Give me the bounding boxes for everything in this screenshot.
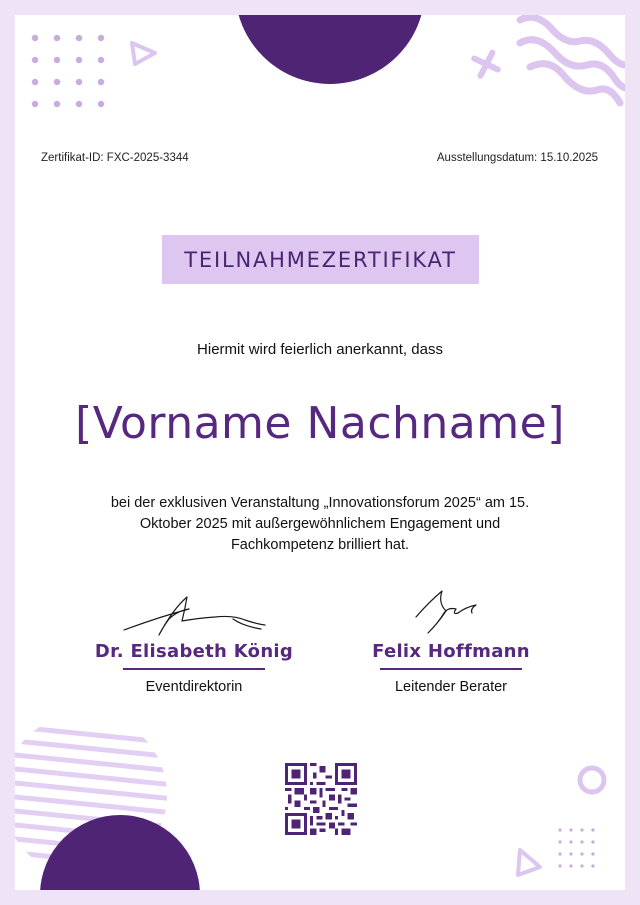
triangle-outline-bottom bbox=[518, 850, 540, 875]
dot-grid-top-left bbox=[32, 35, 104, 107]
certificate-title-box bbox=[162, 235, 479, 284]
issue-date: Ausstellungsdatum: 15.10.2025 bbox=[436, 152, 598, 164]
signatory-name-right: Felix Hoffmann bbox=[372, 641, 530, 662]
ring-shape bbox=[580, 768, 604, 792]
dot-grid-bottom-right bbox=[558, 828, 594, 867]
certificate-title: TEILNAHMEZERTIFIKAT bbox=[184, 247, 457, 272]
certificate-id: Zertifikat-ID: FXC-2025-3344 bbox=[41, 152, 189, 164]
recipient-name: [Vorname Nachname] bbox=[75, 398, 565, 449]
half-circle-top bbox=[235, 15, 425, 84]
bottom-decoration bbox=[15, 705, 625, 905]
signatory-name-left: Dr. Elisabeth König bbox=[94, 641, 294, 662]
plus-shape bbox=[474, 52, 498, 76]
top-decoration bbox=[15, 15, 625, 135]
body-text: bei der exklusiven Veranstaltung „Innovationsforum 2025“ am 15. Oktober 2025 mit außergewöhnlichem Engagement und Fachkompetenz brilliert hat. bbox=[110, 495, 530, 553]
signature-block-right bbox=[331, 585, 571, 695]
signature-line-left bbox=[123, 668, 265, 670]
signature-left-image bbox=[119, 585, 269, 639]
signature-line-right bbox=[380, 668, 522, 670]
intro-text: Hiermit wird feierlich anerkannt, dass bbox=[197, 341, 443, 358]
wave-lines-top-right bbox=[520, 17, 625, 103]
triangle-outline-top bbox=[132, 43, 155, 64]
signature-right-image bbox=[376, 585, 526, 639]
signature-block-left bbox=[74, 585, 314, 695]
signatory-role-left: Eventdirektorin bbox=[145, 679, 243, 695]
signatory-role-right: Leitender Berater bbox=[394, 679, 508, 695]
half-circle-bottom bbox=[40, 815, 200, 895]
